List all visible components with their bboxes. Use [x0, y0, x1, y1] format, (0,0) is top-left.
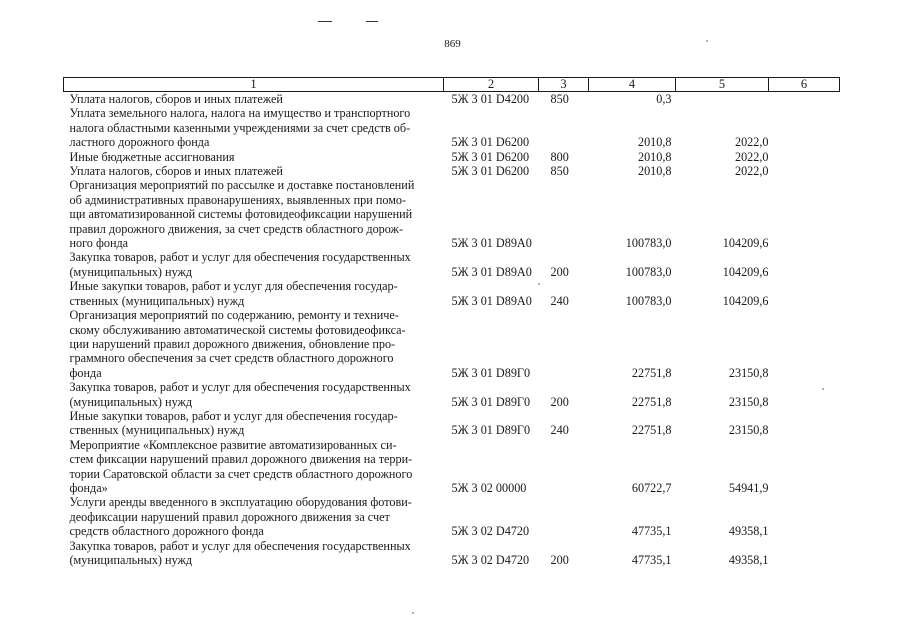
row-name: [64, 106, 444, 149]
row-expense-type: 200: [550, 394, 569, 409]
row-value-col6: [769, 106, 840, 149]
row-value-col5: [676, 92, 769, 107]
row-code: 5Ж 3 01 D89Г0: [451, 423, 531, 438]
row-name-line: Закупка товаров, работ и услуг для обеспечения государственных: [69, 538, 411, 553]
row-name-line: Иные закупки товаров, работ и услуг для обеспечения государ-: [69, 279, 398, 294]
row-name-line: фонда»: [69, 480, 108, 495]
row-value-col4: 22751,8: [631, 365, 672, 380]
row-name-line: налога областными казенными учреждениями за счет средств об-: [69, 120, 411, 135]
row-value-col6: [769, 279, 840, 308]
row-code: 5Ж 3 01 D89A0: [451, 236, 532, 251]
row-code: 5Ж 3 01 D89Г0: [451, 394, 531, 409]
row-value-col6: [769, 150, 840, 164]
table-row: [64, 92, 840, 107]
row-expense-type: 200: [550, 553, 569, 567]
row-name: [64, 380, 444, 409]
row-code: 5Ж 3 02 00000: [451, 480, 527, 495]
row-name: [64, 250, 444, 279]
row-name-line: правил дорожного движения, за счет средств областного дорож-: [69, 221, 404, 236]
table-row: [64, 279, 840, 308]
table-row: [64, 495, 840, 538]
table-row: [64, 308, 840, 380]
row-name-line: Закупка товаров, работ и услуг для обеспечения государственных: [69, 380, 411, 395]
row-name-line: тории Саратовской области за счет средств областного дорожного: [69, 466, 413, 481]
column-header: 1: [64, 78, 444, 92]
row-name-line: об административных правонарушениях, выявленных при помо-: [69, 192, 407, 207]
table-row: [64, 380, 840, 409]
row-code: 5Ж 3 01 D89A0: [451, 264, 532, 279]
row-name: [64, 438, 444, 496]
table-row: [64, 539, 840, 568]
row-value-col5: 49358,1: [728, 553, 769, 567]
row-value-col5: 23150,8: [728, 423, 769, 438]
row-value-col6: [769, 92, 840, 107]
row-name: [64, 409, 444, 438]
row-value-col6: [769, 409, 840, 438]
scan-dot: [412, 612, 414, 614]
table-row: [64, 250, 840, 279]
row-name-line: деофиксации нарушений правил дорожного движения за счет: [69, 509, 390, 524]
row-expense-type: 850: [550, 92, 569, 106]
row-value-col4: 22751,8: [631, 423, 672, 438]
table-row: [64, 106, 840, 149]
row-expense-type: 800: [550, 149, 569, 164]
row-value-col6: [769, 250, 840, 279]
row-value-col4: 47735,1: [631, 553, 672, 567]
row-value-col6: [769, 539, 840, 568]
row-value-col5: 23150,8: [728, 394, 769, 409]
row-name-line: ластного дорожного фонда: [69, 135, 210, 150]
row-name: [64, 279, 444, 308]
row-name-line: Уплата земельного налога, налога на имущество и транспортного: [69, 106, 411, 121]
row-value-col6: [769, 438, 840, 496]
row-name-line: Закупка товаров, работ и услуг для обеспечения государственных: [69, 250, 411, 265]
row-name-line: щи автоматизированной системы фотовидеофиксации нарушений: [69, 207, 413, 222]
row-code: 5Ж 3 02 D4720: [451, 524, 530, 539]
row-code: 5Ж 3 01 D6200: [451, 164, 530, 179]
table-row: [64, 164, 840, 178]
row-name-line: фонда: [69, 365, 102, 380]
budget-table: [63, 77, 839, 567]
row-value-col4: 0,3: [656, 92, 672, 106]
row-name: [64, 308, 444, 380]
row-name-line: граммного обеспечения за счет средств областного дорожного: [69, 351, 394, 366]
row-expense-type: [539, 106, 589, 149]
row-name-line: ции нарушений правил дорожного движения, обновление про-: [69, 336, 396, 351]
row-value-col6: [769, 380, 840, 409]
row-value-col5: 49358,1: [728, 524, 769, 539]
row-value-col4: 22751,8: [631, 394, 672, 409]
table-row: [64, 178, 840, 250]
column-header: 2: [444, 78, 539, 92]
row-name-line: Мероприятие «Комплексное развитие автоматизированных си-: [69, 437, 397, 452]
row-name: [64, 92, 444, 107]
row-name-line: (муниципальных) нужд: [69, 394, 193, 409]
row-value-col5: 2022,0: [734, 164, 769, 179]
row-value-col5: 104209,6: [722, 293, 769, 308]
table-row: [64, 150, 840, 164]
row-name-line: ного фонда: [69, 236, 129, 251]
row-name-line: Уплата налогов, сборов и иных платежей: [69, 92, 283, 106]
row-value-col4: 100783,0: [625, 293, 672, 308]
row-value-col5: 23150,8: [728, 365, 769, 380]
row-name-line: ственных (муниципальных) нужд: [69, 423, 245, 438]
table-row: [64, 409, 840, 438]
column-header: 6: [769, 78, 840, 92]
row-name-line: Услуги аренды введенного в эксплуатацию оборудования фотови-: [69, 495, 412, 510]
row-expense-type: 240: [550, 293, 569, 308]
row-expense-type: [539, 178, 589, 250]
row-value-col5: 2022,0: [734, 135, 769, 150]
row-expense-type: [539, 438, 589, 496]
row-name: [64, 178, 444, 250]
row-name-line: (муниципальных) нужд: [69, 264, 193, 279]
row-value-col5: 104209,6: [722, 264, 769, 279]
row-name-line: Иные закупки товаров, работ и услуг для обеспечения государ-: [69, 408, 398, 423]
row-name: [64, 539, 444, 568]
row-name-line: стем фиксации нарушений правил дорожного движения на терри-: [69, 452, 413, 467]
row-name-line: Уплата налогов, сборов и иных платежей: [69, 164, 283, 179]
row-expense-type: 850: [550, 164, 569, 179]
row-name: [64, 150, 444, 164]
row-value-col4: 47735,1: [631, 524, 672, 539]
row-value-col6: [769, 495, 840, 538]
row-expense-type: [539, 308, 589, 380]
table-body: [64, 92, 840, 568]
row-name-line: ственных (муниципальных) нужд: [69, 293, 245, 308]
row-name-line: Организация мероприятий по содержанию, ремонту и техниче-: [69, 308, 399, 323]
row-value-col5: 54941,9: [728, 480, 769, 495]
row-value-col4: 100783,0: [625, 264, 672, 279]
row-value-col4: 60722,7: [631, 480, 672, 495]
row-code: 5Ж 3 01 D89A0: [451, 293, 532, 308]
scan-mark: [318, 21, 332, 22]
row-name-line: (муниципальных) нужд: [69, 553, 193, 567]
row-name: [64, 495, 444, 538]
row-name-line: Иные бюджетные ассигнования: [69, 149, 235, 164]
page-number: 869: [444, 38, 461, 50]
row-code: 5Ж 3 01 D6200: [451, 135, 530, 150]
row-name-line: Организация мероприятий по рассылке и доставке постановлений: [69, 178, 415, 193]
column-header: 5: [676, 78, 769, 92]
row-value-col4: 2010,8: [637, 164, 672, 179]
table-row: [64, 438, 840, 496]
row-value-col5: 104209,6: [722, 236, 769, 251]
row-expense-type: [539, 495, 589, 538]
row-name: [64, 164, 444, 178]
row-value-col4: 2010,8: [637, 135, 672, 150]
row-code: 5Ж 3 01 D89Г0: [451, 365, 531, 380]
row-code: 5Ж 3 02 D4720: [451, 553, 530, 567]
column-header: 3: [539, 78, 589, 92]
row-value-col6: [769, 164, 840, 178]
row-name-line: средств областного дорожного фонда: [69, 524, 264, 539]
row-name-line: скому обслуживанию автоматической системы фотовидеофикса-: [69, 322, 406, 337]
row-value-col6: [769, 178, 840, 250]
row-value-col5: 2022,0: [734, 149, 769, 164]
row-value-col4: 2010,8: [637, 149, 672, 164]
row-expense-type: 240: [550, 423, 569, 438]
column-header: 4: [589, 78, 676, 92]
row-code: 5Ж 3 01 D6200: [451, 149, 530, 164]
scan-mark: [366, 21, 378, 22]
row-expense-type: 200: [550, 264, 569, 279]
row-value-col4: 100783,0: [625, 236, 672, 251]
row-value-col6: [769, 308, 840, 380]
row-code: 5Ж 3 01 D4200: [451, 92, 530, 106]
table-header-row: [64, 78, 840, 92]
